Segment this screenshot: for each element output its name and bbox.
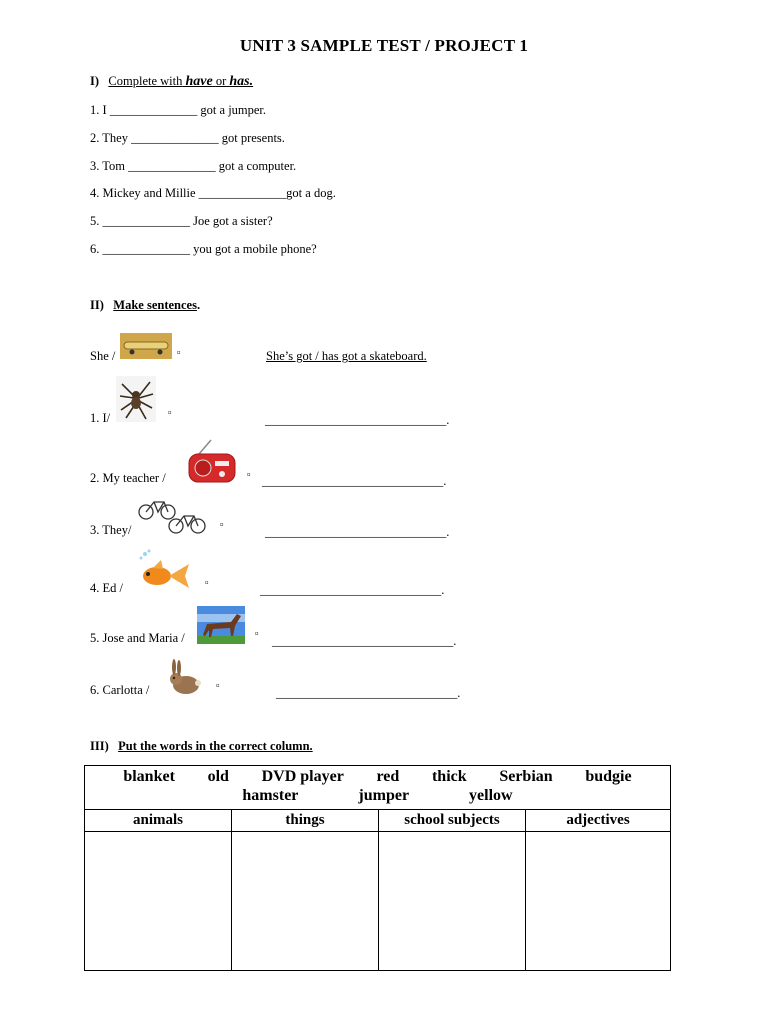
answer-blank: _____________________________.	[265, 413, 450, 427]
answer-cell-animals[interactable]	[85, 832, 232, 971]
bicycles-icon	[138, 497, 208, 537]
section-1-heading	[90, 74, 253, 90]
answer-blank: _____________________________.	[262, 474, 447, 488]
sentence-subject: 3. They/	[90, 523, 132, 537]
column-header-things: things	[232, 810, 379, 832]
check-mark: ¤	[216, 682, 220, 690]
section-2-heading: II) Make sentences.	[90, 298, 201, 312]
word-bank-item: red	[376, 768, 400, 785]
answer-blank: _____________________________.	[260, 583, 445, 597]
sentence-subject: 6. Carlotta /	[90, 683, 150, 697]
column-header-school-subjects: school subjects	[379, 810, 526, 832]
word-bank-item: thick	[431, 768, 467, 785]
word-bank-item: DVD player	[261, 768, 344, 785]
check-mark: ¤	[247, 471, 251, 479]
answer-blank: _____________________________.	[276, 686, 461, 700]
section-3-number: III)	[90, 739, 109, 753]
check-mark: ¤	[205, 579, 209, 587]
spider-icon	[116, 376, 156, 422]
page-title: UNIT 3 SAMPLE TEST / PROJECT 1	[239, 36, 529, 55]
check-mark: ¤	[177, 349, 181, 357]
answer-cell-things[interactable]	[232, 832, 379, 971]
radio-icon	[185, 438, 239, 486]
exercise-1-item: 5. ______________ Joe got a sister?	[90, 214, 273, 228]
section-3-heading	[90, 739, 313, 754]
rabbit-icon	[164, 657, 204, 697]
answer-blank: _____________________________.	[265, 525, 450, 539]
sentence-subject: 4. Ed /	[90, 581, 123, 595]
answer-blank: _____________________________.	[272, 634, 457, 648]
exercise-1-item: 6. ______________ you got a mobile phone?	[90, 242, 317, 256]
skateboard-icon	[120, 333, 172, 359]
word-bank	[85, 766, 671, 810]
word-bank-item: old	[207, 768, 229, 785]
sentence-subject: 1. I/	[90, 411, 111, 425]
exercise-1-item: 2. They ______________ got presents.	[90, 131, 285, 145]
answer-cell-school-subjects[interactable]	[379, 832, 526, 971]
section-1-instruction: Complete with have or has.	[108, 74, 254, 89]
sentence-subject: 2. My teacher /	[90, 471, 166, 485]
section-3-instruction: Put the words in the correct column.	[118, 739, 313, 753]
check-mark: ¤	[220, 521, 224, 529]
check-mark: ¤	[255, 630, 259, 638]
example-answer: She’s got / has got a skateboard.	[266, 349, 427, 363]
word-bank-item: yellow	[469, 787, 513, 804]
sentence-subject: 5. Jose and Maria /	[90, 631, 185, 645]
section-2-instruction: Make sentences	[113, 298, 197, 312]
word-bank-item: Serbian	[499, 768, 553, 785]
word-sort-table	[84, 765, 671, 971]
word-bank-item: jumper	[358, 787, 410, 804]
example-subject: She /	[90, 349, 116, 363]
section-1-number: I)	[90, 74, 100, 88]
exercise-1-item: 3. Tom ______________ got a computer.	[90, 159, 297, 173]
column-header-adjectives: adjectives	[526, 810, 671, 832]
exercise-1-item: 4. Mickey and Millie ______________got a dog.	[90, 186, 336, 200]
word-bank-item: blanket	[123, 768, 175, 785]
word-bank-item: budgie	[585, 768, 632, 785]
horse-icon	[197, 606, 245, 644]
column-header-animals: animals	[85, 810, 232, 832]
check-mark: ¤	[168, 409, 172, 417]
word-bank-item: hamster	[242, 787, 299, 804]
exercise-1-item: 1. I ______________ got a jumper.	[90, 103, 267, 117]
goldfish-icon	[135, 548, 193, 592]
answer-cell-adjectives[interactable]	[526, 832, 671, 971]
section-2-number: II)	[90, 298, 104, 312]
